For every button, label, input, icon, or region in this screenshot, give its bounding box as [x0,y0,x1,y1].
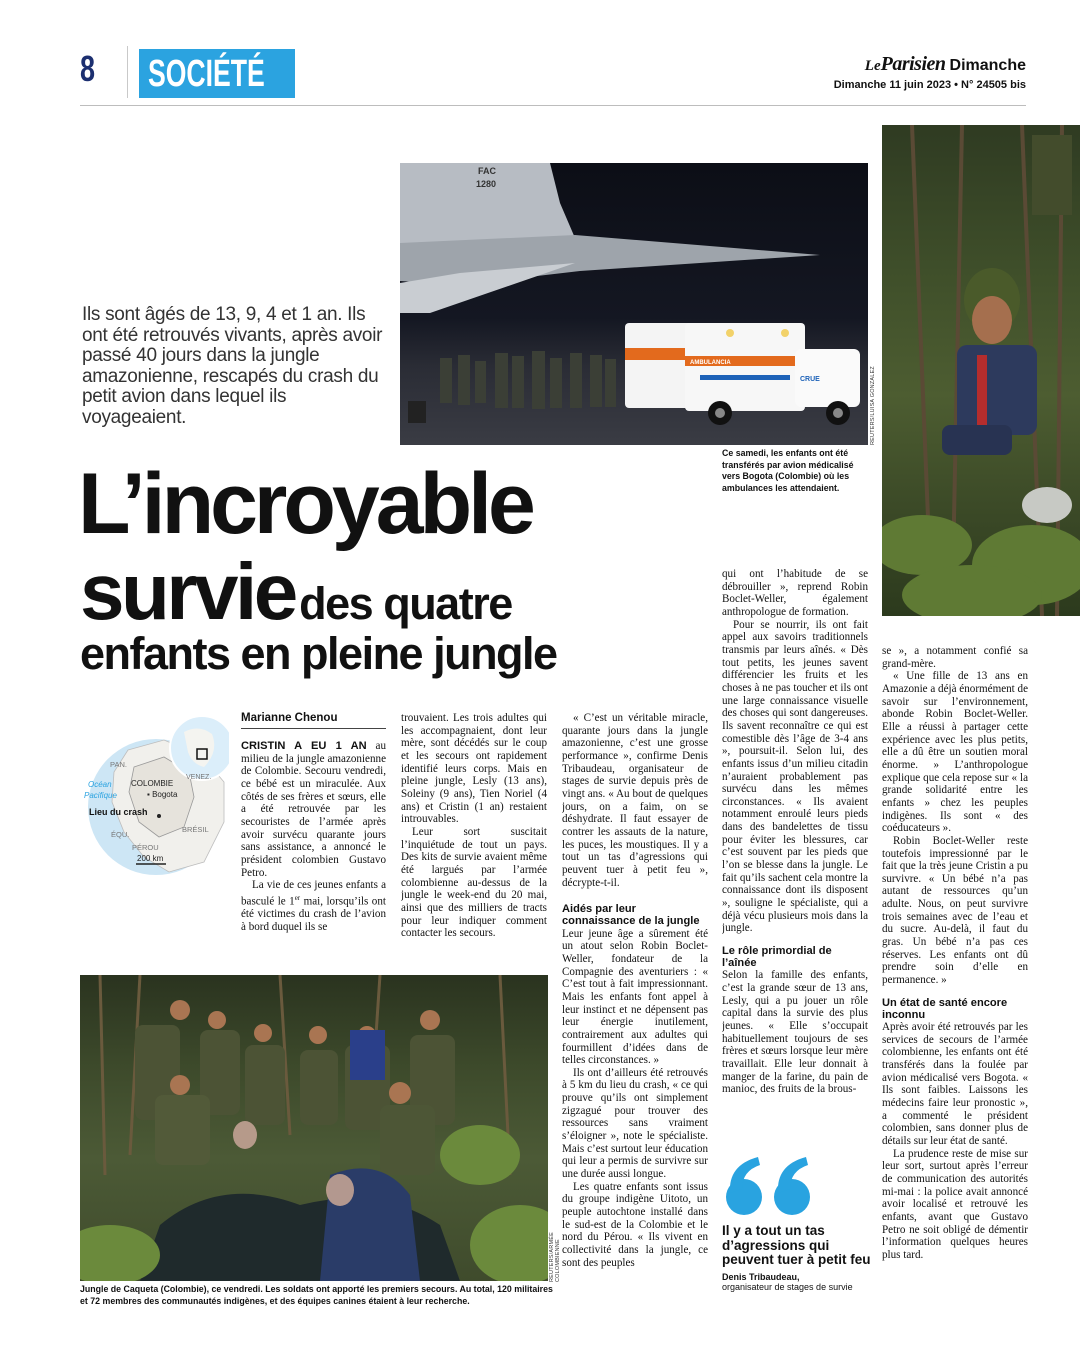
map-label-bogota: ▪ Bogota [147,790,178,799]
issue-info: Dimanche 11 juin 2023 • N° 24505 bis [833,79,1026,91]
article-c4-p2: Pour se nourrir, ils ont fait appel aux savoirs traditionnels transmis par leurs aînés. « Dès tout petits, les jeunes savent différencier les fruits et les choses à ne pas toucher et ils ont une large connaissance visuelle des choses qui sont dangereuses. Ils savent reconnaître ce qui est comestible dès l’âge de 3-4 ans », poursuit-il. Selon lui, des enfants issus d’un milieu citadin n’auraient probablement pas survécu dans les mêmes circonstances. « Ils avaient notamment enroulé leurs pieds dans des bandelettes de tissu pour éviter les blessures, car c’est souvent par les pieds que l’on se blesse dans la jungle. Le fait qu’ils sachent cela montre la connaissance dont ils disposent », souligne le spécialiste, qui a déjà vécu plusieurs mois dans la jungle. [722,618,868,935]
article-c4-p3: Selon la famille des enfants, c’est la grande sœur de 13 ans, Lesly, qui a pu jouer un rôle capital dans la survie des plus jeunes. « Elle s’occupait habituellement toujours de ses frères et sœurs lorsque leur mère travaillait. Elle leur donnait à manger de la farine, du pain de manioc, des fruits de la brous- [722,969,868,1096]
header-divider [127,46,128,98]
map-label-bresil: BRÉSIL [182,825,209,834]
map-label-scale: 200 km [137,854,164,863]
photo-soldiers-group [80,975,548,1281]
article-c3-p3: Ils ont d’ailleurs été retrouvés à 5 km du lieu du crash, « ce qui prouve qu’ils ont simplement zigzagué pour trouver des ressources sans vraiment s’éloigner », note le spécialiste. Mais c’est surtout leur éducation qui leur a permis de survivre sur une durée aussi longue. [562,1066,708,1181]
brand-logo [865,53,1026,76]
article-c5-p5: La prudence reste de mise sur leur sort, surtout après l’erreur de communication des autorités mi-mai : la police avait annoncé avoir localisé et retrouvé les enfants, avant que Gustavo Petro ne soit obligé de démentir l’information quelques heures plus tard. [882,1147,1028,1261]
pullquote-author: Denis Tribaudeau, [722,1271,800,1282]
ambulance-label-2: CRUE [800,376,820,383]
map-label-perou: PÉROU [132,843,159,852]
photo-plane-caption: Ce samedi, les enfants ont été transférés par avion médicalisé vers Bogota (Colombie) où les ambulances les attendaient. [722,448,854,493]
article-lead: CRISTIN A EU 1 AN [241,740,367,752]
photo-plane-credit: REUTERS/LUISA GONZALEZ [870,366,876,445]
section-label: SOCIÉTÉ [148,53,265,95]
pullquote-text: Il y a tout un tas d’agressions qui peuvent tuer à petit feu [722,1223,871,1267]
article-c1-p1 [241,740,386,879]
photo-plane-ambulances [400,163,868,445]
article-column-3 [562,712,708,1312]
pullquote [722,1155,872,1292]
map-label-pacifique: Pacifique [84,791,117,800]
quote-mark-icon [722,1155,822,1217]
headline-line-1: L’incroyable [78,456,532,552]
brand-le: Le [864,58,881,74]
headline-word-survie: survie [80,547,295,636]
article-c2-p2: Leur sort suscitait l’inquiétude de tout un pays. Des kits de survie avaient même été largués par l’armée colombienne au-dessus de la jungle le week-end du 20 mai, ainsi que des milliers de tracts pour leur indiquer comment contacter les secours. [401,825,547,940]
article-c5-p2: « Une fille de 13 ans en Amazonie a déjà énormément de savoir sur l’environnement, abonde Robin Boclet-Weller. Elle a réussi à partager cette expérience avec les plus petits, elle a dû être un soutien moral énorme. » L’anthropologue explique que cela repose sur « la grande solidarité entre les enfants » chez les peuples indigènes. Ils sont « des coéducateurs ». [882,670,1028,835]
brand-dimanche: Dimanche [949,57,1026,74]
locator-map [84,712,229,877]
article-c5-p1: se », a notamment confié sa grand-mère. [882,645,1028,670]
article-c4-p1: qui ont l’habitude de se débrouiller », reprend Robin Boclet-Weller, également anthropologue de formation. [722,568,868,618]
photo-soldiers-caption: Jungle de Caqueta (Colombie), ce vendredi. Les soldats ont apporté les premiers secours. Au total, 120 militaires et 72 membres des communautés indigènes, et des équipes canines étaient à leur recherche. [80,1284,553,1306]
article-c1-p2 [241,879,386,933]
map-label-equ: ÉQU. [111,830,130,839]
article-c1-p2a: La vie de ces jeunes enfants a basculé le 1 [241,879,386,908]
map-label-ocean: Océan [88,780,112,789]
article-column-1 [241,712,386,957]
article-c2-p1: trouvaient. Les trois adultes qui les accompagnaient, dont leur mère, sont décédés sur le coup et les secours ont rapidement identifié leurs corps. Mais en pleine jungle, Lesly (13 ans), Soleiny (9 ans), Tien Noriel (4 ans) et Cristin (1 an) restaient introuvables. [401,712,547,826]
article-author: Marianne Chenou [241,712,386,729]
article-c1-p1-text: au milieu de la jungle amazonienne de Colombie. Secouru vendredi, ce bébé est un miraculée. Aux côtés de ses frères et sœurs, elle a été retrouvée par les secouristes de l’armée après avoir survécu quarante jours sans assistance, a annoncé le président colombien Gustavo Petro. [241,740,386,879]
header-rule [80,105,1026,106]
plane-tail-number: 1280 [476,179,497,189]
article-c3-p4: Les quatre enfants sont issus du groupe indigène Uitoto, un peuple autochtone installé dans le sud-est de la Colombie et le nord du Pérou. « Ils vivent en collectivité dans la jungle, ce sont des peuples [562,1180,708,1269]
article-c5-p4: Après avoir été retrouvés par les services de secours de l’armée colombienne, les enfants ont été transférés dans la foulée par avion médicalisé vers Bogota. « Ils sont faibles. Laissons les médecins faire leur pronostic », a commenté le président colombien, sans donner plus de détails sur leur état de santé. [882,1021,1028,1148]
article-c5-subhead: Un état de santé encore inconnu [882,996,1008,1021]
photo-soldier-jungle [882,125,1080,616]
ambulance-label: AMBULANCIA [690,360,731,366]
article-c3-p1: « C’est un véritable miracle, quarante jours dans la jungle amazonienne, c’est une grosse performance », confirme Denis Tribaudeau, organisateur de stages de survie depuis près de vingt ans. « Au bout de quelques jours, on a faim, on se déshydrate. Il faut essayer de contrer les assauts de la nature, les puces, les moustiques. Il y a tout un tas d’agressions qui peuvent tuer à petit feu », décrypte-t-il. [562,712,708,889]
section-badge [139,49,295,98]
pullquote-role: organisateur de stages de survie [722,1281,853,1292]
article-c3-p2: Leur jeune âge a sûrement été un atout selon Robin Boclet-Weller, fondateur de la Compagnie des aventuriers : « C’est tout à fait impressionnant. Mais les enfants font appel à leur instinct et ne dépensent pas leur énergie inutilement, contrairement aux adultes qui fourmillent d’idées dans de telles circonstances. » [562,927,708,1067]
headline-line-3: enfants en pleine jungle [80,628,557,679]
headline-line-2-end: des quatre [299,578,512,629]
plane-tail-code: FAC [478,166,496,176]
map-label-crash: Lieu du crash [89,807,148,817]
page-number: 8 [80,48,96,89]
article-column-5 [882,645,1028,1315]
map-label-pan: PAN. [110,760,127,769]
map-label-colombie: COLOMBIE [131,779,174,788]
article-c5-p3: Robin Boclet-Weller reste toutefois impressionné par le fait que la très jeune Cristin a pu survivre. « Un bébé n’a pas autant de ressources qu’un adulte. Nous, on peut survivre trois semaines avec de l’eau et du sucre. Au-delà, il faut du gras. Un bébé n’a pas ces réserves. Les enfants ont dû prendre soin d’elle en permanence. » [882,834,1028,987]
map-label-bogota-text: Bogota [152,790,178,799]
brand-parisien: Parisien [880,53,946,75]
article-c1-p2b: mai, lorsqu’ils ont été victimes du crash de l’avion à bord duquel ils se [241,895,386,933]
map-label-venez: VENEZ. [186,774,212,781]
article-c1-p2-sup: er [294,893,301,902]
intro-text: Ils sont âgés de 13, 9, 4 et 1 an. Ils ont été retrouvés vivants, après avoir passé 40 jours dans la jungle amazonienne, rescapés du crash du petit avion dans lequel ils voyageaient. [82,304,383,428]
article-column-4 [722,568,868,1125]
article-column-2 [401,712,547,957]
article-c3-subhead: Aidés par leur connaissance de la jungle [562,903,700,928]
photo-soldiers-credit: REUTERS/ARMÉE COLOMBIENNE [549,1232,561,1282]
article-c4-subhead: Le rôle primordial de l’aînée [722,945,832,970]
